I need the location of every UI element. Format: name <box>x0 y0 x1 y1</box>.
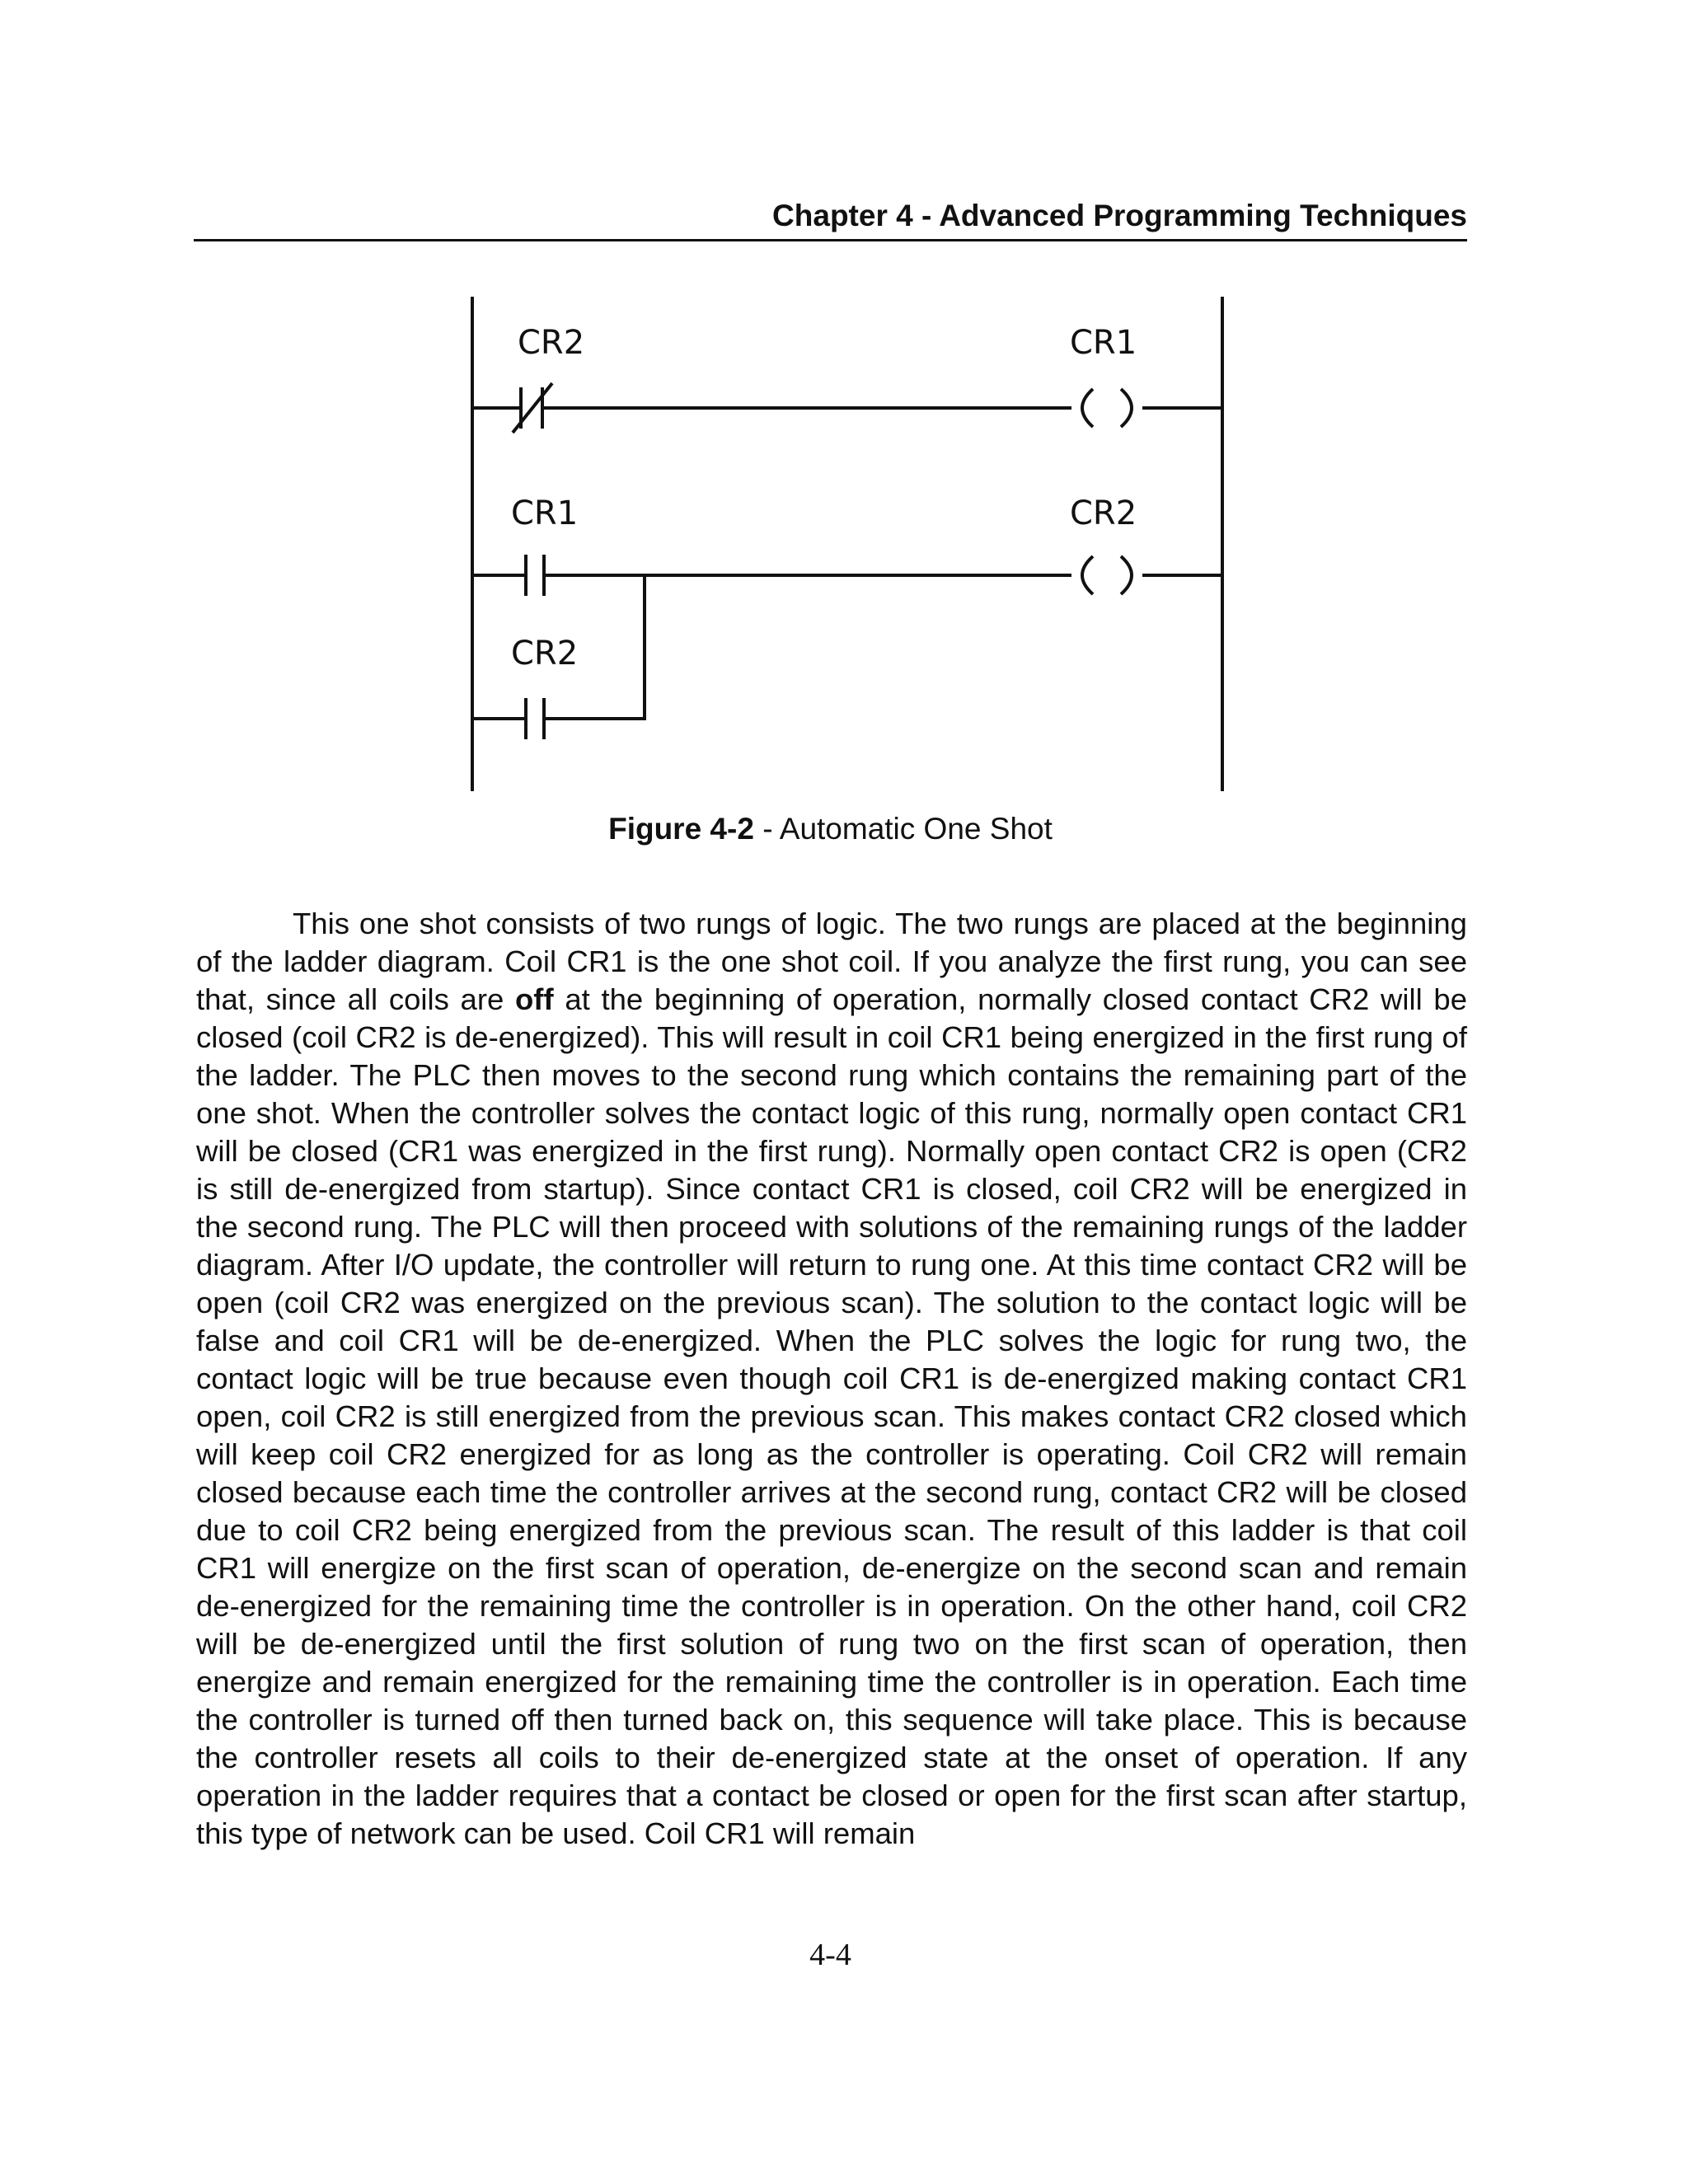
figure-title: Automatic One Shot <box>779 812 1053 846</box>
coil-icon <box>1082 389 1132 427</box>
body-text-part-1: This one shot consists of two rungs of logic. The two rungs are placed at the beginning of the ladder diagram. Coil CR1 is the one shot coil. If you analyze the first rung, you can see that, since all coils are <box>196 907 1467 1016</box>
normally-open-contact-icon <box>526 555 544 596</box>
coil-icon <box>1082 556 1132 594</box>
page-number: 4-4 <box>809 1938 851 1972</box>
figure-label: Figure 4-2 <box>608 812 754 846</box>
chapter-header: Chapter 4 - Advanced Programming Techniques <box>772 199 1467 232</box>
rung2-contact-label: CR1 <box>511 494 579 532</box>
caption-separator: - <box>753 812 780 846</box>
branch-contact-label: CR2 <box>511 635 579 673</box>
body-emphasis: off <box>515 982 554 1016</box>
ladder-diagram <box>445 288 1236 799</box>
rung1-coil-label: CR1 <box>1070 324 1137 362</box>
body-text-part-2: at the beginning of operation, normally closed contact CR2 will be closed (coil CR2 is de-energized). This will result in coil CR1 being energized in the first rung of the ladder. The PLC then moves to the second rung which contains the remaining part of the one shot. When the controller solves the contact logic of this rung, normally open contact CR1 will be closed (CR1 was energized in the first rung). Normally open contact CR2 is open (CR2 is still de-energized from startup). Since contact CR1 is closed, coil CR2 will be energized in the second rung. The PLC will then proceed with solutions of the remaining rungs of the ladder diagram. After I/O update, the controller will return to rung one. At this time contact CR2 will be open (coil CR2 was energized on the previous scan). The solution to the contact logic will be false and coil CR1 will be de-energized. When the PLC solves the logic for rung two, the contact logic will be true because even though coil CR1 is de-energized making contact CR1 open, coil CR2 is still energized from the previous scan. This makes contact CR2 closed which will keep coil CR2 energized for as long as the controller is operating. Coil CR2 will remain closed because each time the controller arrives at the second rung, contact CR2 will be closed due to coil CR2 being energized from the previous scan. The result of this ladder is that coil CR1 will energize on the first scan of operation, de-energize on the second scan and remain de-energized for the remaining time the controller is in operation. On the other hand, coil CR2 will be de-energized until the first solution of rung two on the first scan of operation, then energize and remain energized for the remaining time the controller is in operation. Each time the controller is turned off then turned back on, this sequence will take place. This is because the controller resets all coils to their de-energized state at the onset of operation. If any operation in the ladder requires that a contact be closed or open for the first scan after startup, this type of network can be used. Coil CR1 will remain <box>196 982 1467 1850</box>
rung2-coil-label: CR2 <box>1070 494 1137 532</box>
header-rule <box>194 239 1467 241</box>
rung-2 <box>472 494 1222 739</box>
rung1-contact-label: CR2 <box>518 324 585 362</box>
body-paragraph <box>196 905 1467 1853</box>
normally-open-contact-icon <box>526 698 544 739</box>
rung-1 <box>472 324 1222 433</box>
figure-caption <box>194 811 1467 847</box>
